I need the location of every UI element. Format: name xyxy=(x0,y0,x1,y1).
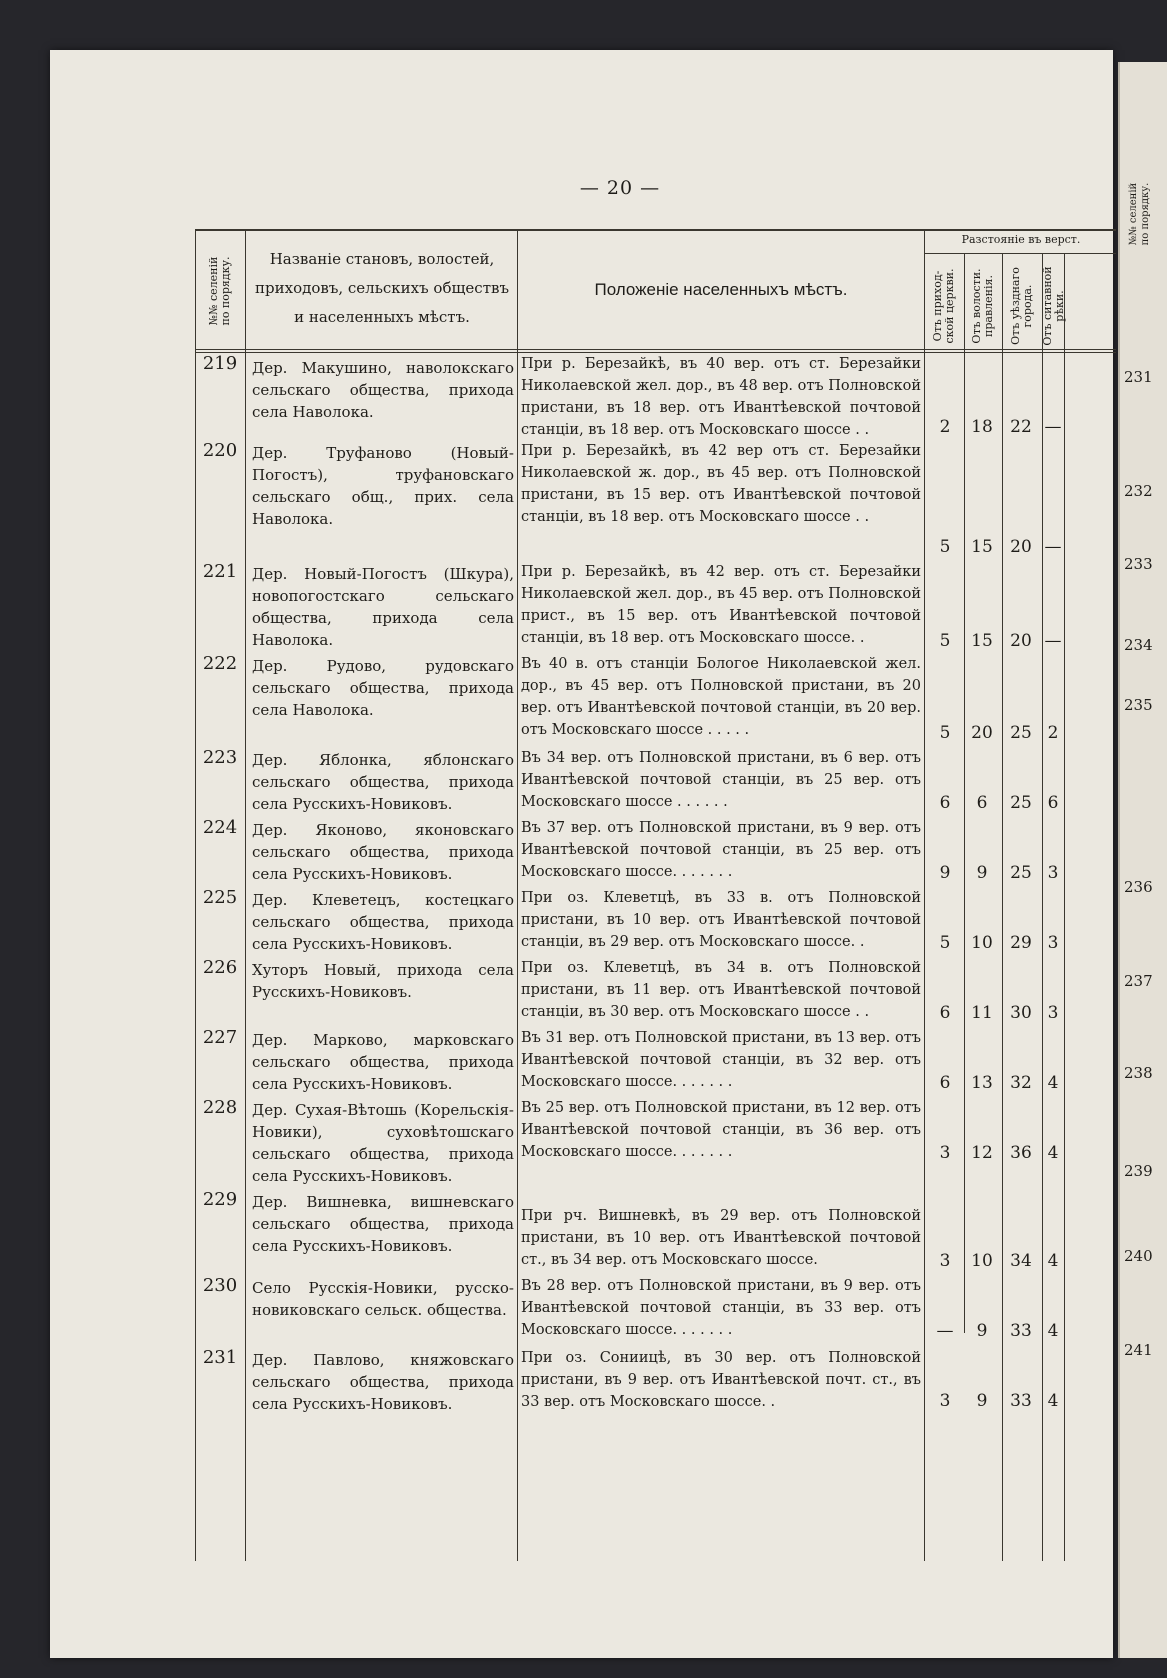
dist-river: 4 xyxy=(1047,1143,1059,1163)
settlement-name: Дер. Рудово, рудовскаго сельскаго общества, прихода села Наволока. xyxy=(252,657,514,719)
row-number: 221 xyxy=(202,561,238,582)
dist-church: — xyxy=(936,1321,954,1341)
header-dist-town: Отъ уѣзднаго города. xyxy=(1009,267,1034,345)
settlement-name: Село Русскія-Новики, русско-новиковскаго сельск. общества. xyxy=(252,1279,514,1319)
next-page-number: 237 xyxy=(1124,972,1153,990)
dist-church: 2 xyxy=(939,417,951,437)
dist-volost: 9 xyxy=(976,1321,988,1341)
dist-river: 6 xyxy=(1047,793,1059,813)
next-page-edge xyxy=(1118,62,1167,1658)
dist-river: 4 xyxy=(1047,1073,1059,1093)
row-number: 225 xyxy=(202,887,238,908)
settlements-table xyxy=(195,229,1116,1561)
dist-town: 30 xyxy=(1010,1003,1032,1023)
settlement-position: При р. Березайкѣ, въ 40 вер. отъ ст. Березайки Николаевской жел. дор., въ 48 вер. отъ Полновской пристани, въ 18 вер. отъ Ивантѣевской почтовой станціи, въ 18 вер. отъ Московскаго шоссе . . xyxy=(521,356,921,438)
settlement-name: Дер. Вишневка, вишневскаго сельскаго общества, прихода села Русскихъ-Новиковъ. xyxy=(252,1193,514,1255)
dist-town: 29 xyxy=(1010,933,1032,953)
row-number: 223 xyxy=(202,747,238,768)
settlement-position: При оз. Клеветцѣ, въ 33 в. отъ Полновской пристани, въ 10 вер. отъ Ивантѣевской почтовой станціи, въ 29 вер. отъ Московскаго шоссе. . xyxy=(521,890,921,950)
dist-church: 5 xyxy=(939,933,951,953)
row-number: 224 xyxy=(202,817,238,838)
dist-river: 4 xyxy=(1047,1321,1059,1341)
dist-town: 25 xyxy=(1010,723,1032,743)
dist-volost: 12 xyxy=(971,1143,993,1163)
page-number: — 20 — xyxy=(579,177,661,199)
header-dist-church: Отъ приход- ской церкви. xyxy=(931,268,956,344)
header-num: №№ селеній по порядку. xyxy=(207,256,232,326)
dist-church: 6 xyxy=(939,793,951,813)
row-number: 231 xyxy=(202,1347,238,1368)
settlement-position: Въ 34 вер. отъ Полновской пристани, въ 6 вер. отъ Ивантѣевской почтовой станціи, въ 25 вер. отъ Московскаго шоссе . . . . . . xyxy=(521,750,921,810)
dist-river: — xyxy=(1044,537,1062,557)
header-name: Названіе становъ, волостей, приходовъ, сельскихъ обществъ и населенныхъ мѣстъ. xyxy=(255,250,509,326)
dist-volost: 13 xyxy=(971,1073,993,1093)
dist-river: 4 xyxy=(1047,1391,1059,1411)
settlement-name: Дер. Марково, марковскаго сельскаго общества, прихода села Русскихъ-Новиковъ. xyxy=(252,1031,514,1093)
settlement-name: Дер. Клеветецъ, костецкаго сельскаго общества, прихода села Русскихъ-Новиковъ. xyxy=(252,891,514,953)
dist-church: 9 xyxy=(939,863,951,883)
settlement-position: Въ 28 вер. отъ Полновской пристани, въ 9 вер. отъ Ивантѣевской почтовой станціи, въ 33 вер. отъ Московскаго шоссе. . . . . . . xyxy=(521,1278,921,1338)
next-page-number: 235 xyxy=(1124,696,1153,714)
dist-volost: 9 xyxy=(976,1391,988,1411)
next-page-number: 238 xyxy=(1124,1064,1153,1082)
header-position: Положеніе населенныхъ мѣстъ. xyxy=(594,280,848,299)
header-dist-river: Отъ ситавной рѣки. xyxy=(1041,266,1066,346)
settlement-name: Дер. Яблонка, яблонскаго сельскаго общества, прихода села Русскихъ-Новиковъ. xyxy=(252,751,514,813)
settlement-name: Дер. Павлово, княжовскаго сельскаго общества, прихода села Русскихъ-Новиковъ. xyxy=(252,1351,514,1413)
row-number: 228 xyxy=(202,1097,238,1118)
dist-river: 2 xyxy=(1047,723,1059,743)
dist-volost: 11 xyxy=(971,1003,993,1023)
dist-town: 33 xyxy=(1010,1321,1032,1341)
settlement-name: Дер. Новый-Погостъ (Шкура), новопогостскаго сельскаго общества, прихода села Наволока. xyxy=(252,565,514,649)
settlement-position: Въ 40 в. отъ станціи Бологое Николаевской жел. дор., въ 45 вер. отъ Полновской пристани, въ 20 вер. отъ Ивантѣевской почтовой станціи, въ 20 вер. отъ Московскаго шоссе . . . . . xyxy=(521,656,921,738)
next-page-number: 231 xyxy=(1124,368,1153,386)
row-number: 220 xyxy=(202,440,238,461)
settlement-position: При оз. Клеветцѣ, въ 34 в. отъ Полновской пристани, въ 11 вер. отъ Ивантѣевской почтовой станціи, въ 30 вер. отъ Московскаго шоссе . . xyxy=(521,960,921,1020)
dist-volost: 6 xyxy=(976,793,988,813)
next-page-number: 236 xyxy=(1124,878,1153,896)
dist-river: — xyxy=(1044,631,1062,651)
dist-town: 34 xyxy=(1010,1251,1032,1271)
settlement-name: Дер. Яконово, яконовскаго сельскаго общества, прихода села Русскихъ-Новиковъ. xyxy=(252,821,514,883)
dist-town: 20 xyxy=(1010,631,1032,651)
dist-town: 25 xyxy=(1010,863,1032,883)
settlement-name: Хуторъ Новый, прихода села Русскихъ-Новиковъ. xyxy=(252,961,514,1001)
row-number: 219 xyxy=(202,353,238,374)
dist-church: 6 xyxy=(939,1073,951,1093)
dist-town: 36 xyxy=(1010,1143,1032,1163)
dist-volost: 15 xyxy=(971,631,993,651)
next-page-number: 232 xyxy=(1124,482,1153,500)
settlement-position: При р. Березайкѣ, въ 42 вер. отъ ст. Березайки Николаевской жел. дор., въ 45 вер. отъ Полновской прист., въ 15 вер. отъ Ивантѣевской почтовой станціи, въ 18 вер. отъ Московскаго шоссе. . xyxy=(521,564,921,646)
settlement-name: Дер. Труфаново (Новый-Погостъ), труфановскаго сельскаго общ., прих. села Наволока. xyxy=(252,444,514,528)
header-distance: Разстояніе въ верст. xyxy=(961,233,1081,246)
row-number: 227 xyxy=(202,1027,238,1048)
dist-town: 32 xyxy=(1010,1073,1032,1093)
dist-town: 33 xyxy=(1010,1391,1032,1411)
dist-town: 20 xyxy=(1010,537,1032,557)
row-number: 230 xyxy=(202,1275,238,1296)
dist-town: 25 xyxy=(1010,793,1032,813)
dist-volost: 10 xyxy=(971,933,993,953)
settlement-name: Дер. Макушино, наволокскаго сельскаго общества, прихода села Наволока. xyxy=(252,359,514,421)
dist-church: 3 xyxy=(939,1391,951,1411)
row-number: 222 xyxy=(202,653,238,674)
next-page-col-header: №№ селеній по порядку. xyxy=(1128,182,1151,246)
header-dist-volost: Отъ волости. правленія. xyxy=(970,268,995,344)
settlement-position: При рч. Вишневкѣ, въ 29 вер. отъ Полновской пристани, въ 10 вер. отъ Ивантѣевской почтовой ст., въ 34 вер. отъ Московскаго шоссе. xyxy=(521,1208,921,1268)
settlement-position: При оз. Сониицѣ, въ 30 вер. отъ Полновской пристани, въ 9 вер. отъ Ивантѣевской почт. ст., въ 33 вер. отъ Московскаго шоссе. . xyxy=(521,1350,921,1410)
next-page-number: 239 xyxy=(1124,1162,1153,1180)
next-page-number: 234 xyxy=(1124,636,1153,654)
dist-river: 4 xyxy=(1047,1251,1059,1271)
dist-church: 5 xyxy=(939,723,951,743)
dist-volost: 15 xyxy=(971,537,993,557)
dist-river: 3 xyxy=(1047,1003,1059,1023)
dist-volost: 18 xyxy=(971,417,993,437)
dist-volost: 9 xyxy=(976,863,988,883)
settlement-position: При р. Березайкѣ, въ 42 вер отъ ст. Березайки Николаевской ж. дор., въ 45 вер. отъ Полновской пристани, въ 15 вер. отъ Ивантѣевской почтовой станціи, въ 18 вер. отъ Московскаго шоссе . . xyxy=(521,443,921,525)
dist-church: 6 xyxy=(939,1003,951,1023)
settlement-position: Въ 25 вер. отъ Полновской пристани, въ 12 вер. отъ Ивантѣевской почтовой станціи, въ 36 вер. отъ Московскаго шоссе. . . . . . . xyxy=(521,1100,921,1160)
dist-volost: 20 xyxy=(971,723,993,743)
row-number: 226 xyxy=(202,957,238,978)
dist-volost: 10 xyxy=(971,1251,993,1271)
settlement-position: Въ 37 вер. отъ Полновской пристани, въ 9 вер. отъ Ивантѣевской почтовой станціи, въ 25 вер. отъ Московскаго шоссе. . . . . . . xyxy=(521,820,921,880)
dist-river: 3 xyxy=(1047,933,1059,953)
dist-church: 5 xyxy=(939,631,951,651)
dist-church: 3 xyxy=(939,1143,951,1163)
row-number: 229 xyxy=(202,1189,238,1210)
next-page-number: 240 xyxy=(1124,1247,1153,1265)
dist-river: 3 xyxy=(1047,863,1059,883)
settlement-name: Дер. Сухая-Вѣтошь (Корельскія-Новики), суховѣтошскаго сельскаго общества, прихода села Русскихъ-Новиковъ. xyxy=(252,1101,514,1185)
settlement-position: Въ 31 вер. отъ Полновской пристани, въ 13 вер. отъ Ивантѣевской почтовой станціи, въ 32 вер. отъ Московскаго шоссе. . . . . . . xyxy=(521,1030,921,1090)
dist-town: 22 xyxy=(1010,417,1032,437)
dist-church: 3 xyxy=(939,1251,951,1271)
dist-river: — xyxy=(1044,417,1062,437)
next-page-number: 241 xyxy=(1124,1341,1153,1359)
dist-church: 5 xyxy=(939,537,951,557)
next-page-number: 233 xyxy=(1124,555,1153,573)
